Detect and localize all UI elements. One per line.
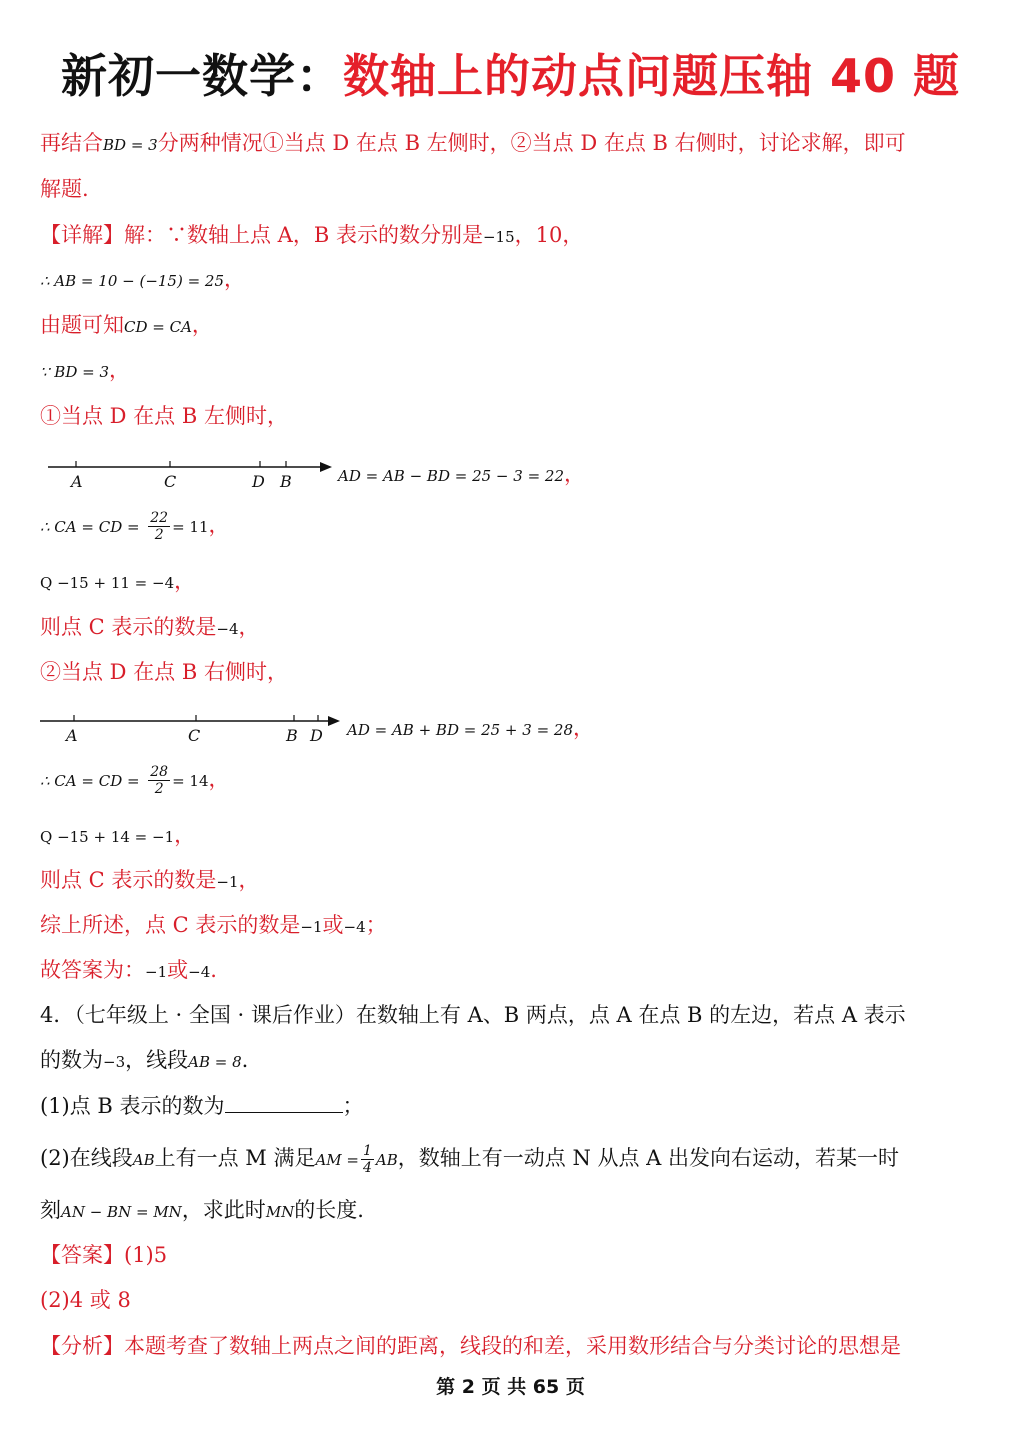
math-number: −4	[188, 963, 211, 981]
text-segment: 综上所述，点 C 表示的数是	[40, 913, 301, 937]
math-expression: CD = CA	[124, 318, 192, 336]
point-label: A	[71, 472, 83, 491]
text-segment: 的数为	[40, 1048, 103, 1072]
math-number: −4	[343, 918, 366, 936]
fraction-numerator: 22	[150, 510, 169, 526]
text-segment: ，	[238, 615, 260, 639]
question-4-part-2-cont	[40, 1195, 364, 1227]
math-expression: AD = AB − BD = 25 − 3 = 22	[338, 467, 565, 485]
page-title	[0, 40, 1021, 106]
final-answer-line	[40, 955, 217, 987]
text-segment: ，	[573, 716, 595, 740]
text-segment: 由题可知	[40, 313, 124, 337]
fraction-denominator: 2	[154, 781, 164, 797]
math-number: −1	[300, 918, 323, 936]
arrow-icon	[328, 716, 340, 726]
text-segment: 上有一点 M 满足	[154, 1146, 316, 1170]
text-segment: .	[210, 958, 217, 982]
math-expression: ∴ AB = 10 − (−15) = 25	[40, 272, 225, 290]
text-segment: 故答案为：	[40, 958, 145, 982]
case-2-sum-line	[40, 820, 195, 852]
answer-line-1	[40, 1240, 167, 1270]
analysis-text: 本题考查了数轴上两点之间的距离，线段的和差，采用数形结合与分类讨论的思想是	[124, 1334, 901, 1358]
text-segment: 或	[322, 913, 344, 937]
point-label: B	[286, 726, 298, 745]
text-segment: ；	[342, 1094, 364, 1118]
text-segment: ，求此时	[181, 1198, 266, 1222]
number-line-2	[38, 709, 348, 749]
text-segment: 解题.	[40, 177, 89, 201]
text-segment: ，	[564, 462, 586, 486]
text-segment: ②当点 D 在点 B 右侧时，	[40, 660, 288, 684]
number-line-2-equation	[347, 712, 594, 742]
summary-line	[40, 910, 387, 942]
text-segment: ，线段	[125, 1048, 189, 1072]
math-expression: AM =	[315, 1151, 359, 1169]
fraction-denominator: 2	[154, 527, 164, 543]
page-footer: 第 2 页 共 65 页	[436, 1376, 585, 1398]
text-segment: ，	[238, 868, 260, 892]
text-segment: ，	[224, 267, 246, 291]
math-expression: AB = 8	[188, 1053, 242, 1071]
math-expression: ∵ BD = 3	[40, 363, 110, 381]
solution-line-2	[40, 174, 89, 204]
case-1-ca-line	[40, 510, 230, 543]
arrow-icon	[320, 462, 332, 472]
text-segment: ；	[365, 913, 387, 937]
math-expression: AN − BN = MN	[61, 1203, 182, 1221]
text-segment: 【详解】解：∵数轴上点 A，B 表示的数分别是	[40, 223, 483, 247]
text-segment: ，	[208, 767, 230, 791]
case-1-sum-line	[40, 566, 195, 598]
text-segment: ，	[191, 313, 213, 337]
point-label: B	[280, 472, 292, 491]
answer-line-2	[40, 1285, 131, 1315]
point-label: D	[310, 726, 323, 745]
case-2-heading	[40, 657, 288, 687]
text-segment: (2)在线段	[40, 1146, 133, 1170]
number-line-1-equation	[338, 458, 585, 488]
math-expression: = 14	[172, 772, 209, 790]
text-segment: 的长度.	[294, 1198, 364, 1222]
math-number: −15	[482, 228, 515, 246]
fraction	[148, 510, 170, 543]
case-1-result	[40, 612, 260, 644]
math-expression: AB	[132, 1151, 155, 1169]
text-segment: .	[241, 1048, 249, 1072]
text-segment: ，	[174, 823, 196, 847]
point-label: C	[188, 726, 201, 745]
text-segment: ，	[174, 569, 196, 593]
math-expression: Q −15 + 11 = −4	[40, 574, 175, 592]
answer-blank	[225, 1092, 343, 1113]
case-2-result	[40, 865, 260, 897]
text-segment: 4．（七年级上 · 全国 · 课后作业）在数轴上有 A、B 两点，点 A 在点 B 的左边，若点 A 表示	[40, 1003, 906, 1027]
title-topic: 数轴上的动点问题压轴 40 题	[342, 49, 961, 103]
cd-ca-line	[40, 310, 213, 342]
analysis-line	[40, 1331, 901, 1361]
math-number: −4	[216, 620, 239, 638]
point-label: A	[66, 726, 78, 745]
text-segment: ，10，	[514, 223, 584, 247]
text-segment: 则点 C 表示的数是	[40, 868, 217, 892]
answer-text: (2)4 或 8	[40, 1288, 131, 1312]
math-expression: MN	[265, 1203, 295, 1221]
math-expression: AD = AB + BD = 25 + 3 = 28	[347, 721, 574, 739]
text-segment: 分两种情况①当点 D 在点 B 左侧时，②当点 D 在点 B 右侧时，讨论求解，即可	[157, 131, 906, 155]
solution-line-1	[40, 128, 906, 160]
math-number: −1	[145, 963, 168, 981]
fraction	[148, 764, 170, 797]
math-expression: AB	[375, 1151, 398, 1169]
math-expression: = 11	[172, 518, 209, 536]
fraction-numerator: 1	[363, 1143, 372, 1159]
case-1-heading	[40, 401, 288, 431]
fraction-denominator: 4	[363, 1160, 372, 1176]
question-4-part-2	[40, 1143, 899, 1176]
text-segment: 刻	[40, 1198, 61, 1222]
text-segment: (1)点 B 表示的数为	[40, 1094, 225, 1118]
point-label: C	[164, 472, 177, 491]
question-4-line-2	[40, 1045, 248, 1077]
text-segment: 则点 C 表示的数是	[40, 615, 217, 639]
math-expression: ∴ CA = CD =	[40, 518, 140, 536]
text-segment: ，	[109, 358, 131, 382]
ab-distance-line	[40, 264, 245, 296]
question-4-line-1	[40, 1000, 906, 1030]
text-segment: 再结合	[40, 131, 103, 155]
math-number: −1	[216, 873, 239, 891]
math-expression: ∴ CA = CD =	[40, 772, 140, 790]
text-segment: 或	[167, 958, 189, 982]
title-prefix: 新初一数学：	[60, 49, 343, 103]
case-2-ca-line	[40, 764, 230, 797]
number-line-1	[44, 455, 344, 495]
text-segment: ①当点 D 在点 B 左侧时，	[40, 404, 288, 428]
text-segment: ，数轴上有一动点 N 从点 A 出发向右运动，若某一时	[397, 1146, 900, 1170]
answer-label: 【答案】	[40, 1243, 124, 1267]
question-4-part-1	[40, 1091, 364, 1121]
point-label: D	[252, 472, 265, 491]
math-expression: Q −15 + 14 = −1	[40, 828, 175, 846]
answer-text: (1)5	[124, 1243, 168, 1267]
math-expression: BD = 3	[103, 136, 158, 154]
fraction	[361, 1143, 374, 1176]
text-segment: ，	[208, 513, 230, 537]
bd-line	[40, 355, 130, 387]
detail-line	[40, 220, 583, 252]
analysis-label: 【分析】	[40, 1334, 124, 1358]
fraction-numerator: 28	[150, 764, 169, 780]
math-number: −3	[103, 1053, 126, 1071]
